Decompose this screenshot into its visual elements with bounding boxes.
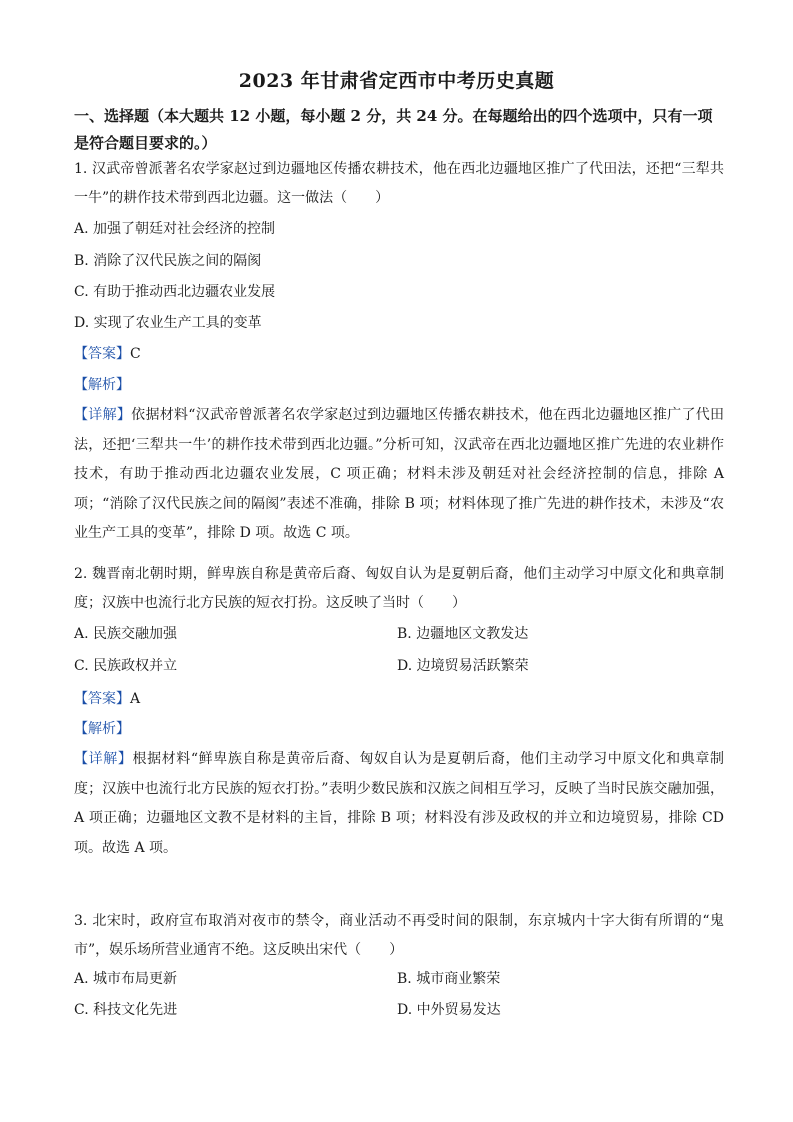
answer-label: 【答案】: [74, 691, 130, 707]
detail-label: 【详解】: [74, 751, 133, 767]
section-heading: 一、选择题（本大题共 12 小题，每小题 2 分，共 24 分。在每题给出的四个选项中，只有一项是符合题目要求的。）: [74, 107, 713, 152]
question-1-answer: [74, 344, 141, 364]
question-2-option-d: D. 边境贸易活跃繁荣: [397, 658, 529, 674]
question-2-analysis-label: [74, 719, 130, 739]
question-2-option-b: B. 边疆地区文教发达: [397, 626, 529, 642]
question-1-detail: [74, 401, 724, 549]
question-2-answer: [74, 689, 140, 709]
analysis-label: 【解析】: [74, 721, 130, 737]
detail-text: 依据材料“汉武帝曾派著名农学家赵过到边疆地区传播农耕技术，他在西北边疆地区推广了代田法，还把‘三犁共一牛’的耕作技术带到西北边疆。”分析可知，汉武帝在西北边疆地区推广先进的农业耕作技术，有助于推动西北边疆农业发展，C 项正确；材料未涉及朝廷对社会经济控制的信息，排除 A 项；“消除了汉代民族之间的隔阂”表述不准确，排除 B 项；材料体现了推广先进的耕作技术，未涉及“农业生产工具的变革”，排除 D 项。故选 C 项。: [74, 407, 725, 542]
question-1-option-a: A. 加强了朝廷对社会经济的控制: [74, 221, 276, 237]
question-2-stem: 2. 魏晋南北朝时期，鲜卑族自称是黄帝后裔、匈奴自认为是夏朝后裔，他们主动学习中原文化和典章制度；汉族中也流行北方民族的短衣打扮。这反映了当时（ ）: [74, 566, 724, 611]
question-1-analysis-label: [74, 375, 130, 395]
question-2-option-a: A. 民族交融加强: [74, 626, 178, 642]
question-3-option-c: C. 科技文化先进: [74, 1002, 178, 1018]
answer-label: 【答案】: [74, 346, 130, 362]
analysis-label: 【解析】: [74, 377, 130, 393]
question-1-option-d: D. 实现了农业生产工具的变革: [74, 315, 262, 331]
question-1-option-c: C. 有助于推动西北边疆农业发展: [74, 284, 276, 300]
answer-value: C: [130, 346, 141, 362]
question-1-stem: 1. 汉武帝曾派著名农学家赵过到边疆地区传播农耕技术，他在西北边疆地区推广了代田法，还把“三犁共一牛”的耕作技术带到西北边疆。这一做法（ ）: [74, 161, 724, 206]
detail-label: 【详解】: [74, 407, 132, 423]
question-3-stem: 3. 北宋时，政府宣布取消对夜市的禁令，商业活动不再受时间的限制，东京城内十字大街有所谓的“鬼市”，娱乐场所营业通宵不绝。这反映出宋代（ ）: [74, 913, 724, 958]
question-2-option-c: C. 民族政权并立: [74, 658, 178, 674]
question-3-option-d: D. 中外贸易发达: [397, 1002, 501, 1018]
page-title: 2023 年甘肃省定西市中考历史真题: [238, 70, 555, 92]
question-3-option-b: B. 城市商业繁荣: [397, 971, 501, 987]
question-2-detail: [74, 745, 724, 863]
question-3-option-a: A. 城市布局更新: [74, 971, 178, 987]
detail-text: 根据材料“鲜卑族自称是黄帝后裔、匈奴自认为是夏朝后裔，他们主动学习中原文化和典章制度；汉族中也流行北方民族的短衣打扮。”表明少数民族和汉族之间相互学习，反映了当时民族交融加强，A 项正确；边疆地区文教不是材料的主旨，排除 B 项；材料没有涉及政权的并立和边境贸易，排除 CD 项。故选 A 项。: [74, 751, 725, 856]
question-1-option-b: B. 消除了汉代民族之间的隔阂: [74, 253, 262, 269]
answer-value: A: [130, 691, 141, 707]
